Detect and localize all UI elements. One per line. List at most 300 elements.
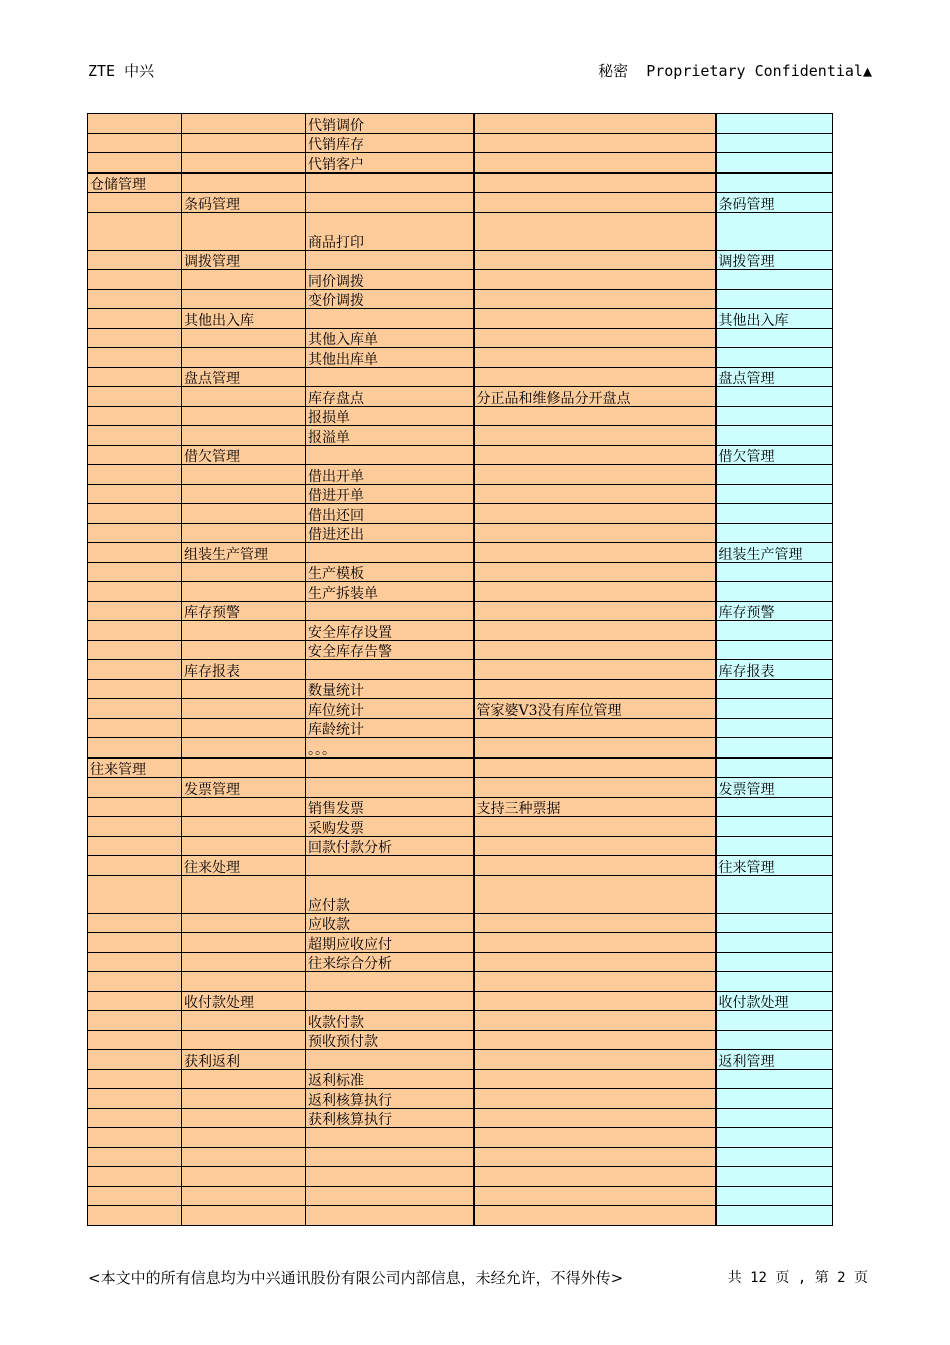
table-cell-c5 xyxy=(716,523,833,543)
table-cell-c3: 商品打印 xyxy=(306,212,474,250)
table-cell-c3: 代销库存 xyxy=(306,133,474,153)
table-cell-c3 xyxy=(306,1167,474,1187)
table-cell-c4 xyxy=(474,289,716,309)
table-cell-c3 xyxy=(306,193,474,213)
table-row xyxy=(88,1147,833,1167)
table-cell-c3: 报损单 xyxy=(306,406,474,426)
table-cell-c5: 发票管理 xyxy=(716,778,833,798)
table-cell-c1 xyxy=(88,699,182,719)
table-cell-c4 xyxy=(474,856,716,876)
table-cell-c3 xyxy=(306,367,474,387)
table-cell-c4 xyxy=(474,933,716,953)
table-cell-c2: 收付款处理 xyxy=(182,991,306,1011)
table-cell-c1 xyxy=(88,348,182,368)
table-cell-c1 xyxy=(88,679,182,699)
module-table xyxy=(87,113,833,1226)
table-cell-c1 xyxy=(88,913,182,933)
table-row xyxy=(88,173,833,193)
table-cell-c5: 条码管理 xyxy=(716,193,833,213)
table-cell-c3 xyxy=(306,991,474,1011)
table-row xyxy=(88,543,833,563)
table-cell-c2 xyxy=(182,173,306,193)
table-cell-c2 xyxy=(182,1128,306,1148)
table-row xyxy=(88,797,833,817)
table-cell-c3: 安全库存设置 xyxy=(306,621,474,641)
table-cell-c2 xyxy=(182,1030,306,1050)
table-cell-c4 xyxy=(474,465,716,485)
table-cell-c3: 其他出库单 xyxy=(306,348,474,368)
table-cell-c2 xyxy=(182,797,306,817)
table-row xyxy=(88,114,833,134)
table-cell-c1 xyxy=(88,1186,182,1206)
table-cell-c5 xyxy=(716,797,833,817)
table-cell-c1 xyxy=(88,991,182,1011)
table-row xyxy=(88,387,833,407)
table-cell-c1 xyxy=(88,660,182,680)
table-row xyxy=(88,1128,833,1148)
table-cell-c4 xyxy=(474,582,716,602)
table-cell-c3: 借出还回 xyxy=(306,504,474,524)
table-cell-c2 xyxy=(182,212,306,250)
table-cell-c5 xyxy=(716,406,833,426)
table-cell-c5 xyxy=(716,153,833,173)
table-row xyxy=(88,1030,833,1050)
table-cell-c4 xyxy=(474,1206,716,1226)
table-row xyxy=(88,913,833,933)
table-cell-c3: 库位统计 xyxy=(306,699,474,719)
table-cell-c4 xyxy=(474,1050,716,1070)
table-cell-c4 xyxy=(474,1167,716,1187)
table-cell-c1 xyxy=(88,621,182,641)
table-cell-c3: 变价调拨 xyxy=(306,289,474,309)
table-cell-c5 xyxy=(716,133,833,153)
table-cell-c1 xyxy=(88,484,182,504)
table-cell-c2 xyxy=(182,582,306,602)
table-cell-c4 xyxy=(474,718,716,738)
table-row xyxy=(88,367,833,387)
table-cell-c2: 库存预警 xyxy=(182,601,306,621)
table-cell-c1 xyxy=(88,133,182,153)
table-cell-c3: 超期应收应付 xyxy=(306,933,474,953)
table-cell-c1 xyxy=(88,856,182,876)
table-cell-c2: 发票管理 xyxy=(182,778,306,798)
table-cell-c5 xyxy=(716,875,833,913)
table-cell-c4 xyxy=(474,153,716,173)
table-cell-c2 xyxy=(182,328,306,348)
table-cell-c5: 盘点管理 xyxy=(716,367,833,387)
table-cell-c5 xyxy=(716,699,833,719)
table-cell-c1 xyxy=(88,817,182,837)
table-row xyxy=(88,856,833,876)
table-cell-c4 xyxy=(474,640,716,660)
table-cell-c5: 返利管理 xyxy=(716,1050,833,1070)
table-cell-c1 xyxy=(88,426,182,446)
table-cell-c2 xyxy=(182,1089,306,1109)
table-cell-c2 xyxy=(182,718,306,738)
table-cell-c5: 组装生产管理 xyxy=(716,543,833,563)
table-row xyxy=(88,328,833,348)
table-cell-c2 xyxy=(182,621,306,641)
table-cell-c4 xyxy=(474,445,716,465)
table-cell-c3: 生产模板 xyxy=(306,562,474,582)
table-cell-c3: 采购发票 xyxy=(306,817,474,837)
table-cell-c5 xyxy=(716,640,833,660)
table-cell-c3: 安全库存告警 xyxy=(306,640,474,660)
table-cell-c1 xyxy=(88,601,182,621)
table-cell-c1 xyxy=(88,1147,182,1167)
table-cell-c1 xyxy=(88,640,182,660)
table-cell-c2 xyxy=(182,289,306,309)
table-cell-c1 xyxy=(88,328,182,348)
table-cell-c1 xyxy=(88,836,182,856)
table-row xyxy=(88,778,833,798)
table-cell-c4 xyxy=(474,348,716,368)
table-cell-c3: 返利核算执行 xyxy=(306,1089,474,1109)
table-cell-c4 xyxy=(474,406,716,426)
table-row xyxy=(88,348,833,368)
table-cell-c2: 获利返利 xyxy=(182,1050,306,1070)
table-cell-c5 xyxy=(716,289,833,309)
table-cell-c3: 借出开单 xyxy=(306,465,474,485)
table-cell-c4 xyxy=(474,1011,716,1031)
table-row xyxy=(88,817,833,837)
table-cell-c5 xyxy=(716,1186,833,1206)
table-cell-c4 xyxy=(474,991,716,1011)
table-cell-c4 xyxy=(474,1186,716,1206)
table-cell-c4 xyxy=(474,504,716,524)
table-row xyxy=(88,289,833,309)
table-cell-c2 xyxy=(182,758,306,778)
table-cell-c3 xyxy=(306,972,474,992)
table-cell-c1 xyxy=(88,1030,182,1050)
table-cell-c3: 应收款 xyxy=(306,913,474,933)
table-row xyxy=(88,133,833,153)
table-cell-c4 xyxy=(474,913,716,933)
table-cell-c4 xyxy=(474,114,716,134)
table-cell-c3 xyxy=(306,660,474,680)
table-cell-c1 xyxy=(88,445,182,465)
table-row xyxy=(88,1186,833,1206)
table-cell-c5 xyxy=(716,328,833,348)
table-row xyxy=(88,991,833,1011)
table-cell-c5: 收付款处理 xyxy=(716,991,833,1011)
table-cell-c3: 报溢单 xyxy=(306,426,474,446)
table-cell-c5 xyxy=(716,1108,833,1128)
table-cell-c5: 调拨管理 xyxy=(716,250,833,270)
table-cell-c2 xyxy=(182,348,306,368)
table-cell-c2 xyxy=(182,913,306,933)
table-cell-c5 xyxy=(716,212,833,250)
table-cell-c5 xyxy=(716,972,833,992)
table-cell-c2 xyxy=(182,562,306,582)
table-cell-c4 xyxy=(474,1108,716,1128)
table-cell-c3: 代销客户 xyxy=(306,153,474,173)
table-cell-c2 xyxy=(182,817,306,837)
table-row xyxy=(88,270,833,290)
table-row xyxy=(88,718,833,738)
table-cell-c5 xyxy=(716,1167,833,1187)
table-cell-c1 xyxy=(88,212,182,250)
table-cell-c2 xyxy=(182,1011,306,1031)
table-cell-c4 xyxy=(474,621,716,641)
table-cell-c5 xyxy=(716,758,833,778)
table-cell-c2 xyxy=(182,972,306,992)
table-cell-c2: 盘点管理 xyxy=(182,367,306,387)
table-cell-c1 xyxy=(88,952,182,972)
page-number: 共 12 页 , 第 2 页 xyxy=(727,1270,868,1286)
table-row xyxy=(88,699,833,719)
table-cell-c5: 往来管理 xyxy=(716,856,833,876)
table-cell-c4 xyxy=(474,1089,716,1109)
table-cell-c4 xyxy=(474,1069,716,1089)
table-cell-c1 xyxy=(88,543,182,563)
table-cell-c4 xyxy=(474,660,716,680)
table-cell-c1 xyxy=(88,289,182,309)
table-cell-c1 xyxy=(88,933,182,953)
table-cell-c3: 同价调拨 xyxy=(306,270,474,290)
table-cell-c3 xyxy=(306,778,474,798)
table-cell-c2 xyxy=(182,484,306,504)
table-cell-c3 xyxy=(306,445,474,465)
table-cell-c2 xyxy=(182,114,306,134)
table-cell-c4 xyxy=(474,562,716,582)
table-cell-c2 xyxy=(182,504,306,524)
table-cell-c5 xyxy=(716,1128,833,1148)
table-cell-c3: 库龄统计 xyxy=(306,718,474,738)
table-cell-c3 xyxy=(306,250,474,270)
table-cell-c2: 库存报表 xyxy=(182,660,306,680)
table-cell-c1 xyxy=(88,972,182,992)
table-cell-c1 xyxy=(88,153,182,173)
table-cell-c5 xyxy=(716,465,833,485)
table-cell-c3: 其他入库单 xyxy=(306,328,474,348)
table-cell-c4 xyxy=(474,817,716,837)
table-cell-c2: 其他出入库 xyxy=(182,309,306,329)
table-cell-c4 xyxy=(474,367,716,387)
table-cell-c2 xyxy=(182,1167,306,1187)
table-cell-c3: 生产拆装单 xyxy=(306,582,474,602)
table-cell-c1 xyxy=(88,523,182,543)
table-cell-c4 xyxy=(474,270,716,290)
table-cell-c4 xyxy=(474,1147,716,1167)
table-cell-c3 xyxy=(306,309,474,329)
table-cell-c1 xyxy=(88,114,182,134)
table-cell-c4 xyxy=(474,193,716,213)
table-cell-c3 xyxy=(306,173,474,193)
table-cell-c2 xyxy=(182,640,306,660)
table-row xyxy=(88,952,833,972)
table-row xyxy=(88,309,833,329)
table-cell-c3: 返利标准 xyxy=(306,1069,474,1089)
table-cell-c2 xyxy=(182,679,306,699)
table-cell-c4 xyxy=(474,328,716,348)
table-cell-c2 xyxy=(182,270,306,290)
table-row xyxy=(88,621,833,641)
table-cell-c3 xyxy=(306,601,474,621)
table-cell-c3: 回款付款分析 xyxy=(306,836,474,856)
table-cell-c5: 其他出入库 xyxy=(716,309,833,329)
table-cell-c3: 收款付款 xyxy=(306,1011,474,1031)
table-row xyxy=(88,875,833,913)
table-cell-c1: 往来管理 xyxy=(88,758,182,778)
table-row xyxy=(88,1206,833,1226)
table-cell-c5 xyxy=(716,718,833,738)
table-cell-c2 xyxy=(182,153,306,173)
table-cell-c4 xyxy=(474,601,716,621)
table-cell-c4 xyxy=(474,738,716,758)
table-cell-c5: 库存预警 xyxy=(716,601,833,621)
table-cell-c5 xyxy=(716,1147,833,1167)
table-cell-c4 xyxy=(474,972,716,992)
table-cell-c1 xyxy=(88,193,182,213)
table-cell-c5: 借欠管理 xyxy=(716,445,833,465)
table-cell-c3: 代销调价 xyxy=(306,114,474,134)
table-cell-c3: 。。。 xyxy=(306,738,474,758)
table-cell-c1 xyxy=(88,1167,182,1187)
table-cell-c1 xyxy=(88,387,182,407)
table-cell-c4 xyxy=(474,250,716,270)
table-cell-c3: 数量统计 xyxy=(306,679,474,699)
table-cell-c5 xyxy=(716,933,833,953)
table-cell-c2 xyxy=(182,952,306,972)
table-cell-c1 xyxy=(88,582,182,602)
table-cell-c3: 获利核算执行 xyxy=(306,1108,474,1128)
table-cell-c4 xyxy=(474,1030,716,1050)
table-row xyxy=(88,250,833,270)
table-cell-c4: 管家婆V3没有库位管理 xyxy=(474,699,716,719)
table-cell-c2: 调拨管理 xyxy=(182,250,306,270)
table-cell-c2 xyxy=(182,1069,306,1089)
table-row xyxy=(88,426,833,446)
table-cell-c2: 条码管理 xyxy=(182,193,306,213)
table-cell-c5 xyxy=(716,1030,833,1050)
table-cell-c4 xyxy=(474,212,716,250)
table-cell-c2: 组装生产管理 xyxy=(182,543,306,563)
table-cell-c2 xyxy=(182,465,306,485)
table-cell-c4 xyxy=(474,875,716,913)
table-row xyxy=(88,1069,833,1089)
table-cell-c5 xyxy=(716,484,833,504)
table-cell-c3: 销售发票 xyxy=(306,797,474,817)
table-cell-c3 xyxy=(306,856,474,876)
table-cell-c1: 仓储管理 xyxy=(88,173,182,193)
table-cell-c5 xyxy=(716,1089,833,1109)
table-row xyxy=(88,523,833,543)
table-cell-c1 xyxy=(88,797,182,817)
table-row xyxy=(88,972,833,992)
table-cell-c4 xyxy=(474,484,716,504)
header-company: ZTE 中兴 xyxy=(88,62,155,80)
table-cell-c3 xyxy=(306,1147,474,1167)
table-cell-c4 xyxy=(474,836,716,856)
table-cell-c5 xyxy=(716,738,833,758)
table-cell-c1 xyxy=(88,1128,182,1148)
table-cell-c5 xyxy=(716,836,833,856)
table-cell-c5 xyxy=(716,173,833,193)
table-cell-c4: 分正品和维修品分开盘点 xyxy=(474,387,716,407)
table-cell-c1 xyxy=(88,504,182,524)
table-cell-c4 xyxy=(474,778,716,798)
table-row xyxy=(88,738,833,758)
table-cell-c3 xyxy=(306,1050,474,1070)
table-cell-c5 xyxy=(716,679,833,699)
table-cell-c5 xyxy=(716,1069,833,1089)
table-cell-c2 xyxy=(182,387,306,407)
table-cell-c2 xyxy=(182,875,306,913)
table-row xyxy=(88,153,833,173)
table-cell-c4 xyxy=(474,523,716,543)
table-row xyxy=(88,1011,833,1031)
table-cell-c1 xyxy=(88,250,182,270)
table-cell-c4 xyxy=(474,952,716,972)
table-row xyxy=(88,562,833,582)
table-row xyxy=(88,758,833,778)
table-cell-c2: 借欠管理 xyxy=(182,445,306,465)
table-cell-c3 xyxy=(306,543,474,563)
table-row xyxy=(88,601,833,621)
table-cell-c4 xyxy=(474,426,716,446)
table-cell-c1 xyxy=(88,1069,182,1089)
table-cell-c2 xyxy=(182,738,306,758)
table-cell-c5: 库存报表 xyxy=(716,660,833,680)
table-row xyxy=(88,1089,833,1109)
table-cell-c1 xyxy=(88,1108,182,1128)
table-cell-c2 xyxy=(182,1108,306,1128)
table-row xyxy=(88,504,833,524)
table-row xyxy=(88,212,833,250)
header-confidential: 秘密 Proprietary Confidential▲ xyxy=(598,62,872,80)
table-cell-c5 xyxy=(716,426,833,446)
table-row xyxy=(88,445,833,465)
table-cell-c2 xyxy=(182,699,306,719)
table-cell-c2 xyxy=(182,406,306,426)
table-cell-c5 xyxy=(716,387,833,407)
table-cell-c2: 往来处理 xyxy=(182,856,306,876)
table-cell-c1 xyxy=(88,309,182,329)
table-cell-c5 xyxy=(716,1206,833,1226)
table-row xyxy=(88,406,833,426)
table-cell-c3: 借进开单 xyxy=(306,484,474,504)
table-cell-c4 xyxy=(474,173,716,193)
table-cell-c1 xyxy=(88,1089,182,1109)
table-row xyxy=(88,484,833,504)
table-cell-c2 xyxy=(182,1206,306,1226)
table-cell-c1 xyxy=(88,406,182,426)
table-cell-c2 xyxy=(182,523,306,543)
table-cell-c3 xyxy=(306,1186,474,1206)
table-cell-c3 xyxy=(306,1206,474,1226)
table-cell-c4 xyxy=(474,1128,716,1148)
table-cell-c5 xyxy=(716,562,833,582)
table-cell-c3: 库存盘点 xyxy=(306,387,474,407)
table-cell-c5 xyxy=(716,348,833,368)
table-cell-c5 xyxy=(716,582,833,602)
table-cell-c5 xyxy=(716,817,833,837)
table-cell-c1 xyxy=(88,562,182,582)
table-cell-c4 xyxy=(474,309,716,329)
table-cell-c3: 往来综合分析 xyxy=(306,952,474,972)
table-cell-c3 xyxy=(306,1128,474,1148)
table-cell-c5 xyxy=(716,270,833,290)
table-row xyxy=(88,582,833,602)
table-cell-c1 xyxy=(88,738,182,758)
table-row xyxy=(88,836,833,856)
table-row xyxy=(88,640,833,660)
table-cell-c1 xyxy=(88,778,182,798)
table-row xyxy=(88,933,833,953)
table-cell-c1 xyxy=(88,367,182,387)
table-cell-c4 xyxy=(474,133,716,153)
